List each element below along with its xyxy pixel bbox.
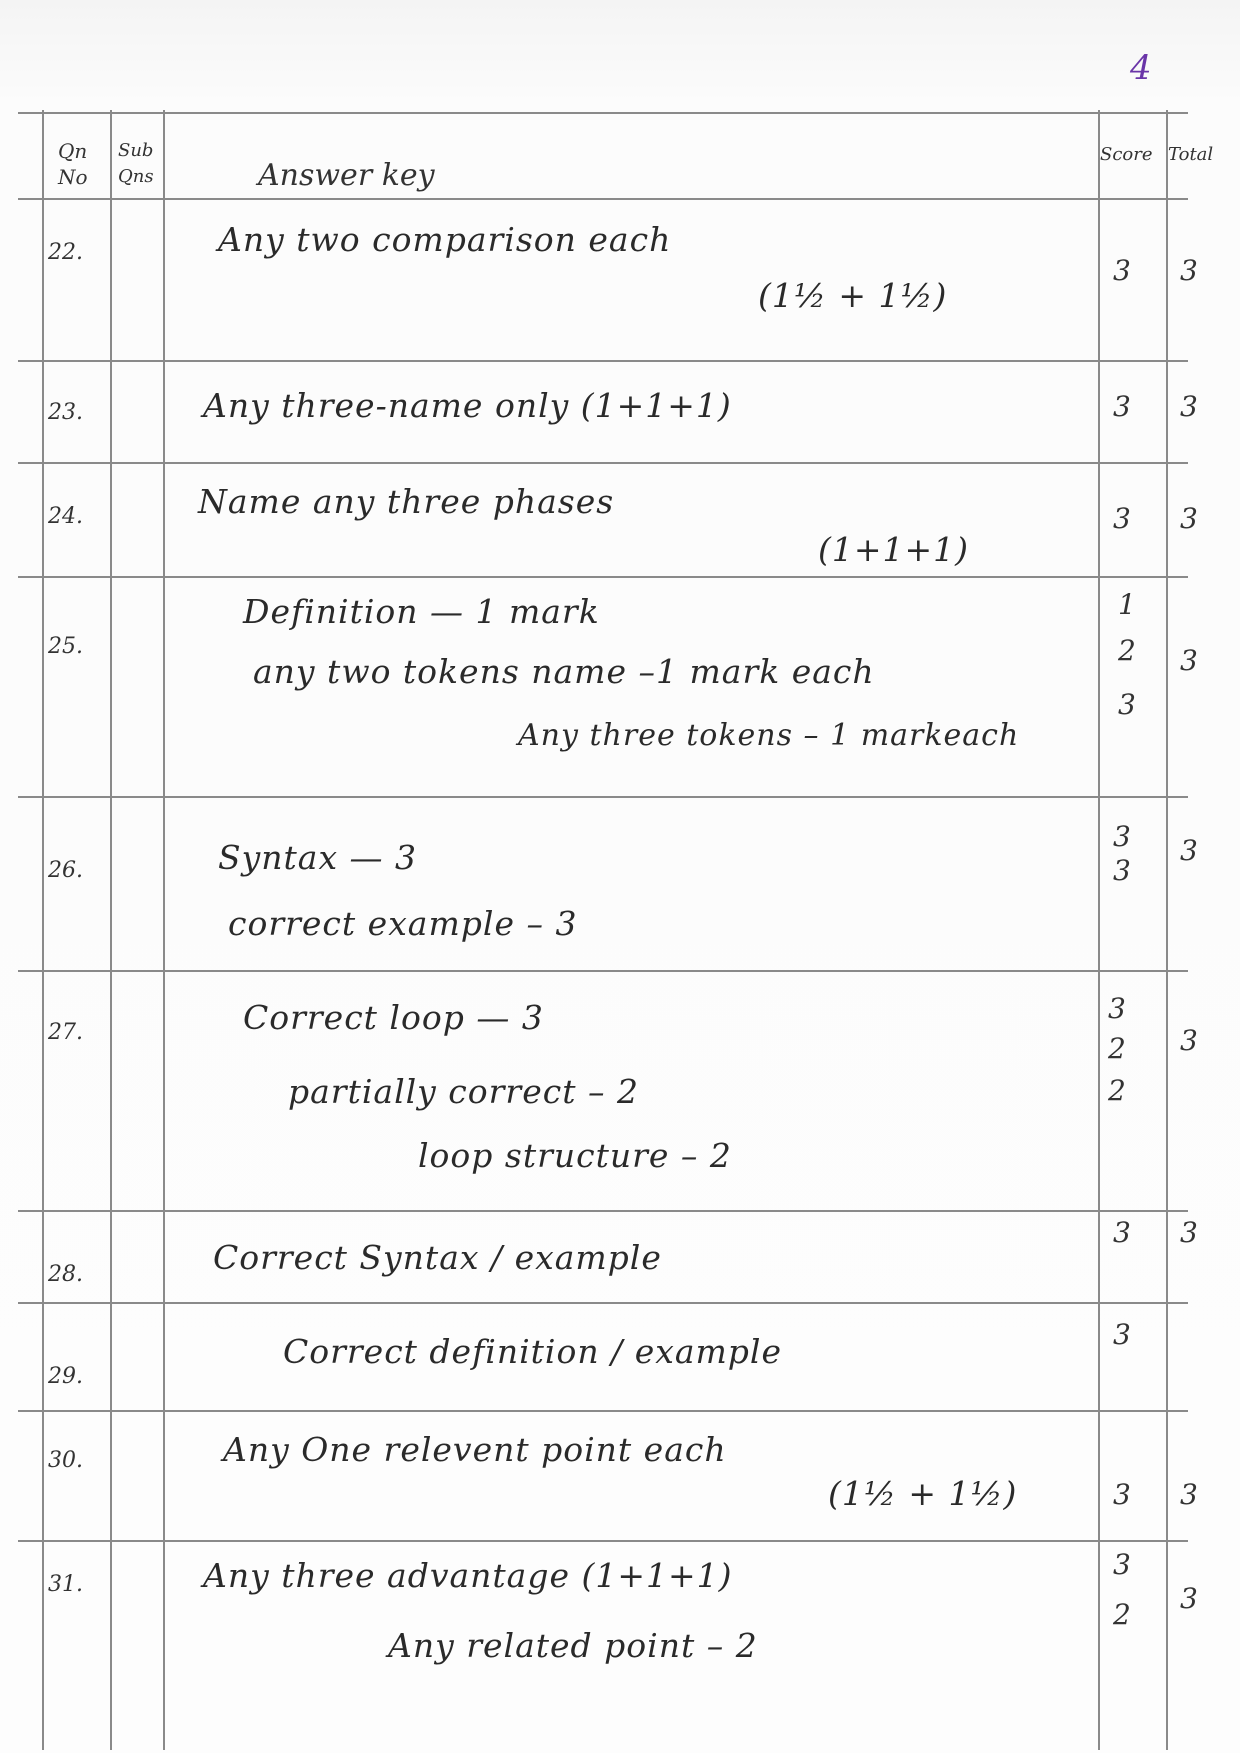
score-value: 3 xyxy=(1113,502,1131,535)
score-value: 3 xyxy=(1108,992,1126,1025)
total-value: 3 xyxy=(1180,834,1198,867)
total-value: 3 xyxy=(1180,390,1198,423)
score-value: 2 xyxy=(1108,1032,1126,1065)
question-number: 25. xyxy=(48,634,83,659)
header-score: Score xyxy=(1100,144,1153,165)
score-value: 3 xyxy=(1113,1216,1131,1249)
answer-row-26 xyxy=(18,798,1198,968)
score-value: 3 xyxy=(1113,854,1131,887)
score-value: 3 xyxy=(1113,1548,1131,1581)
answer-row-31 xyxy=(18,1542,1198,1742)
answer-line: Any related point – 2 xyxy=(388,1626,758,1665)
answer-line: Any two comparison each xyxy=(218,220,672,259)
score-value: 3 xyxy=(1113,1318,1131,1351)
score-value: 2 xyxy=(1118,634,1136,667)
answer-line: (1+1+1) xyxy=(818,530,970,569)
total-value: 3 xyxy=(1180,1024,1198,1057)
score-value: 3 xyxy=(1113,1478,1131,1511)
answer-row-25 xyxy=(18,578,1198,794)
score-value: 3 xyxy=(1113,390,1131,423)
answer-line: Any One relevent point each xyxy=(223,1430,727,1469)
total-value: 3 xyxy=(1180,1478,1198,1511)
answer-row-23 xyxy=(18,362,1198,462)
total-value: 3 xyxy=(1180,1582,1198,1615)
score-value: 3 xyxy=(1113,820,1131,853)
score-value: 2 xyxy=(1108,1074,1126,1107)
total-value: 3 xyxy=(1180,502,1198,535)
answer-line: (1½ + 1½) xyxy=(828,1474,1018,1513)
question-number: 31. xyxy=(48,1572,83,1597)
answer-line: (1½ + 1½) xyxy=(758,276,948,315)
header-total: Total xyxy=(1168,144,1214,165)
answer-row-22 xyxy=(18,198,1198,358)
answer-row-28 xyxy=(18,1212,1198,1302)
question-number: 28. xyxy=(48,1262,83,1287)
answer-line: Definition — 1 mark xyxy=(243,592,600,631)
header-top-border xyxy=(18,112,1188,114)
answer-line: Syntax — 3 xyxy=(218,838,418,877)
answer-line: Any three tokens – 1 markeach xyxy=(518,718,1020,753)
answer-row-29 xyxy=(18,1304,1188,1410)
answer-key-table xyxy=(18,110,1214,1750)
total-value: 3 xyxy=(1180,1216,1198,1249)
question-number: 22. xyxy=(48,240,83,265)
score-value: 1 xyxy=(1118,588,1136,621)
answer-line: Correct definition / example xyxy=(283,1332,783,1371)
answer-line: partially correct – 2 xyxy=(288,1072,639,1111)
question-number: 23. xyxy=(48,400,83,425)
page-number: 4 xyxy=(1130,48,1152,88)
header-answer-key: Answer key xyxy=(258,158,435,193)
question-number: 29. xyxy=(48,1364,83,1389)
answer-line: Name any three phases xyxy=(198,482,615,521)
answer-line: Correct loop — 3 xyxy=(243,998,544,1037)
score-value: 3 xyxy=(1118,688,1136,721)
answer-line: loop structure – 2 xyxy=(418,1136,732,1175)
answer-line: any two tokens name –1 mark each xyxy=(253,652,875,691)
score-value: 3 xyxy=(1113,254,1131,287)
question-number: 26. xyxy=(48,858,83,883)
answer-line: Correct Syntax / example xyxy=(213,1238,662,1277)
total-value: 3 xyxy=(1180,254,1198,287)
answer-row-27 xyxy=(18,972,1198,1208)
question-number: 24. xyxy=(48,504,83,529)
answer-row-24 xyxy=(18,464,1198,574)
score-value: 2 xyxy=(1113,1598,1131,1631)
question-number: 27. xyxy=(48,1020,83,1045)
header-sub-qns: Sub Qns xyxy=(118,140,154,187)
answer-line: Any three-name only (1+1+1) xyxy=(203,386,732,425)
answer-line: Any three advantage (1+1+1) xyxy=(203,1556,733,1595)
question-number: 30. xyxy=(48,1448,83,1473)
answer-line: correct example – 3 xyxy=(228,904,578,943)
total-value: 3 xyxy=(1180,644,1198,677)
answer-row-30 xyxy=(18,1412,1198,1540)
header-qn-no: Qn No xyxy=(58,139,88,189)
